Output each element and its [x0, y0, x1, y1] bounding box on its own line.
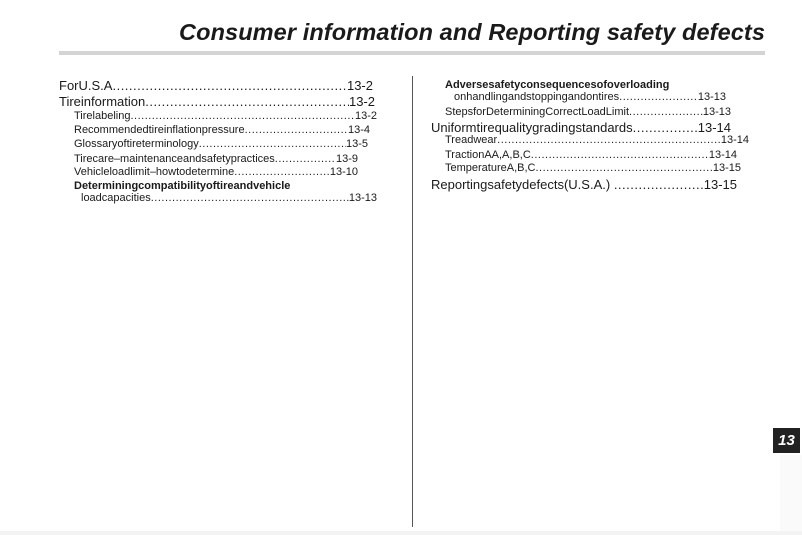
page-number: 13-4 — [347, 124, 370, 136]
page-number: 13-15 — [712, 162, 741, 174]
toc-entry-steps-load-limit[interactable]: StepsforDeterminingCorrectLoadLimit ..... 13-13 — [445, 106, 731, 118]
toc-entry-recommended-inflation[interactable]: Recommendedtireinflationpressure ..... 13-4 — [74, 124, 370, 136]
toc-entry-uniform-tire-quality[interactable]: Uniformtirequalitygradingstandards ..... 13-14 — [431, 120, 731, 135]
page-number: 13-13 — [348, 192, 377, 204]
page-number: 13-14 — [708, 149, 737, 161]
page-number: 13-2 — [348, 94, 375, 109]
chapter-tab[interactable]: 13 — [773, 428, 800, 453]
toc-entry-reporting-safety-defects[interactable]: Reportingsafetydefects(U.S.A.) ..... 13-15 — [431, 177, 737, 192]
page-number: 13-2 — [354, 110, 377, 122]
page-number: 13-14 — [720, 134, 749, 146]
toc-entry-for-usa[interactable]: ForU.S.A ..... 13-2 — [59, 78, 373, 93]
toc-entry-adverse-consequences-cont[interactable]: onhandlingandstoppingandontires ..... 13-13 — [454, 91, 726, 103]
toc-entry-tire-labeling[interactable]: Tirelabeling ..... 13-2 — [74, 110, 377, 122]
toc-entry-tire-information[interactable]: Tireinformation ..... 13-2 — [59, 94, 375, 109]
toc-entry-treadwear[interactable]: Treadwear ..... 13-14 — [445, 134, 749, 146]
toc-entry-determining-compatibility-cont[interactable]: loadcapacities ..... 13-13 — [81, 192, 377, 204]
page-number: 13-13 — [702, 106, 731, 118]
page-edge-shade — [780, 455, 802, 535]
toc-entry-determining-compatibility[interactable]: Determiningcompatibilityoftireandvehicle — [74, 180, 291, 192]
toc-entry-tire-care[interactable]: Tirecare–maintenanceandsafetypractices ..... 13-9 — [74, 153, 358, 165]
toc-entry-adverse-consequences[interactable]: Adversesafetyconsequencesofoverloading — [445, 79, 670, 91]
page-number: 13-10 — [329, 166, 358, 178]
title-underline-rule — [59, 51, 765, 55]
page-number: 13-2 — [346, 78, 373, 93]
page-number: 13-13 — [697, 91, 726, 103]
bottom-edge — [0, 531, 802, 535]
toc-entry-traction[interactable]: TractionAA,A,B,C ..... 13-14 — [445, 149, 737, 161]
page-number: 13-14 — [697, 120, 731, 135]
page-number: 13-15 — [703, 177, 737, 192]
toc-entry-temperature[interactable]: TemperatureA,B,C ..... 13-15 — [445, 162, 741, 174]
page-number: 13-9 — [335, 153, 358, 165]
toc-entry-glossary[interactable]: Glossaryoftireterminology ..... 13-5 — [74, 138, 368, 150]
page-number: 13-5 — [345, 138, 368, 150]
toc-entry-vehicle-load-limit[interactable]: Vehicleloadlimit–howtodetermine ..... 13-10 — [74, 166, 358, 178]
page-title: Consumer information and Reporting safety defects — [179, 19, 765, 45]
column-divider — [412, 76, 413, 527]
